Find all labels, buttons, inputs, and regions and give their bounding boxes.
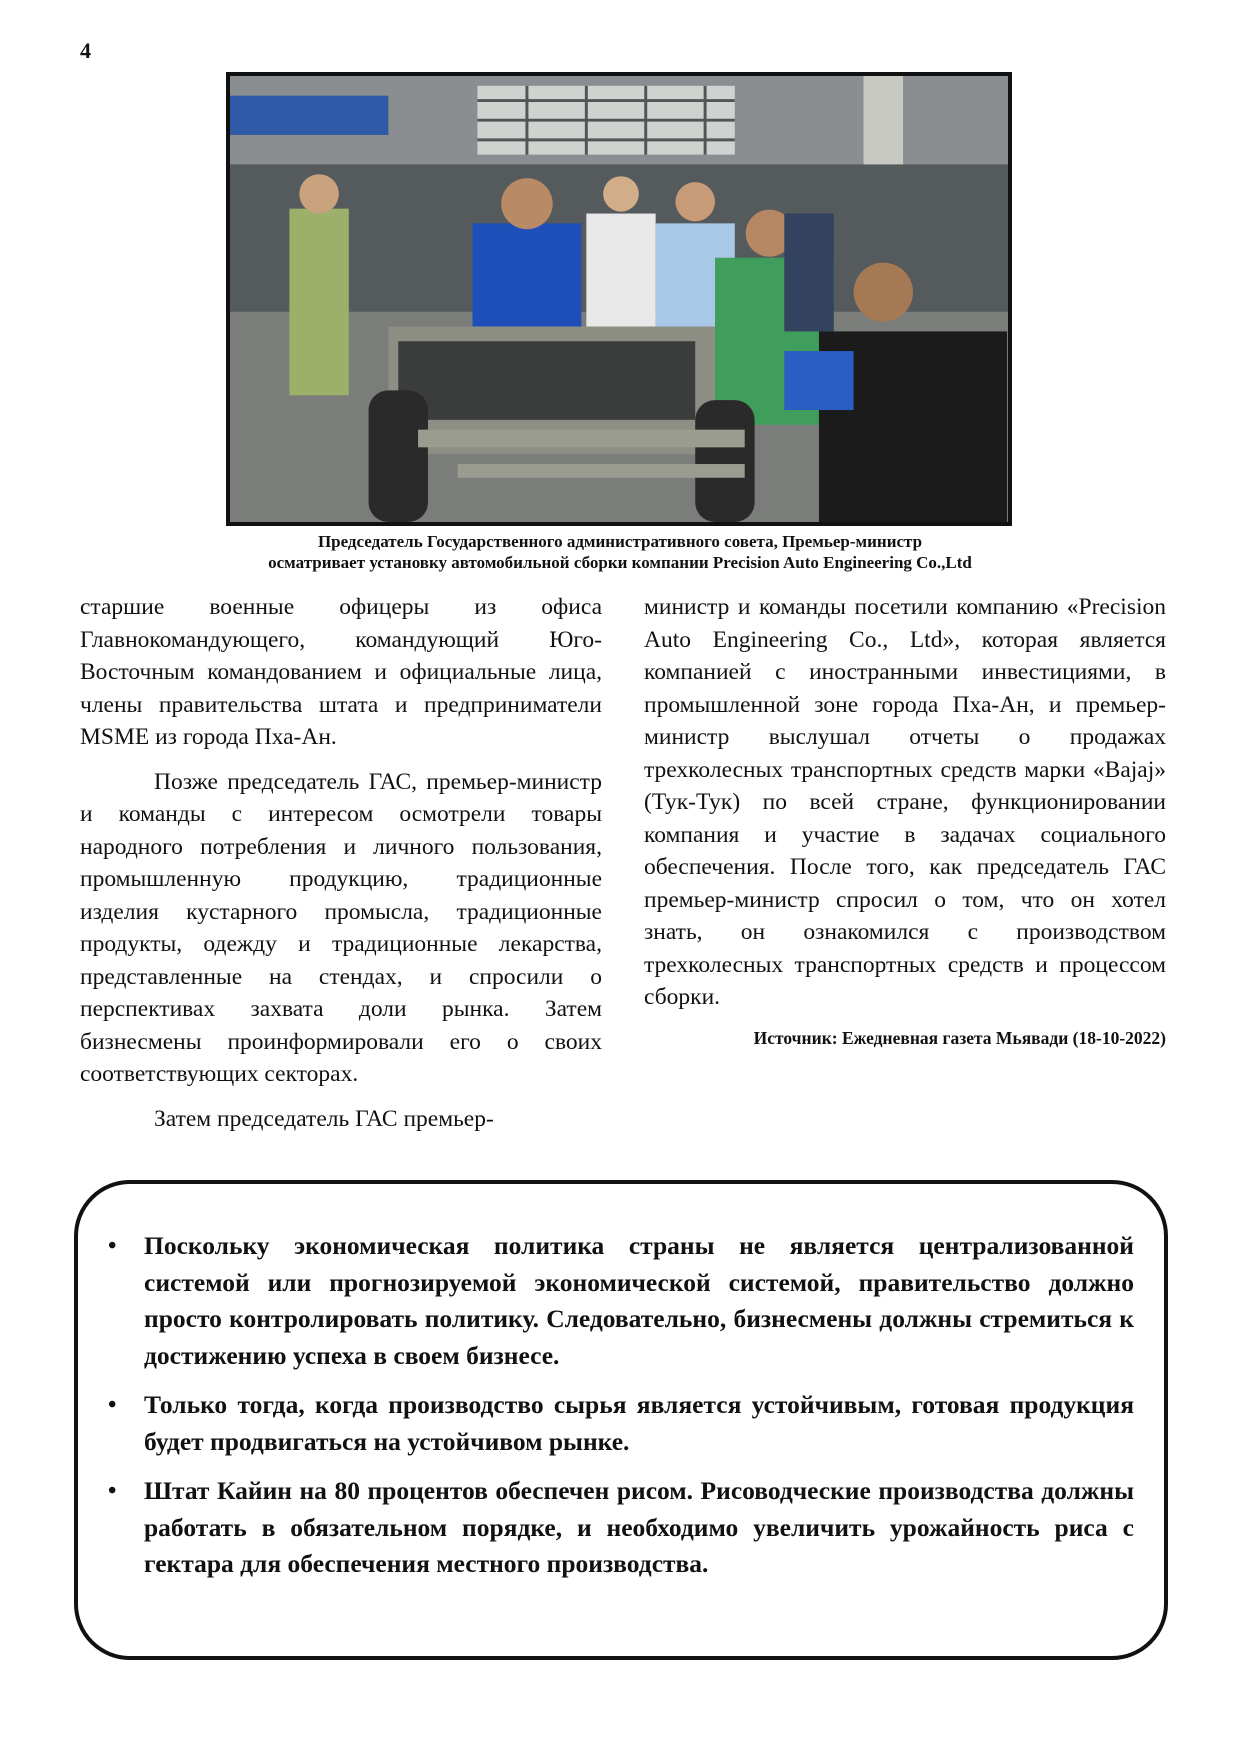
photo-caption <box>120 531 1120 573</box>
article-column-right <box>644 591 1166 1050</box>
article-paragraph: министр и команды посетили компанию «Precision Auto Engineering Co., Ltd», которая является компанией с иностранными инвестициями, в промышленной зоне города Пха-Ан, и премьер-министр выслушал отчеты о продажах трехколесных транспортных средств марки «Bajaj» (Тук-Тук) по всей стране, функционировании компания и участие в задачах социального обеспечения. После того, как председатель ГАС премьер-министр спросил о том, что он хотел знать, он ознакомился с производством трехколесных транспортных средств и процессом сборки. <box>644 594 1166 1010</box>
article-paragraph: Позже председатель ГАС, премьер-министр и команды с интересом осмотрели товары народного потребления и личного пользования, промышленную продукцию, традиционные изделия кустарного промысла, традиционные продукты, одежду и традиционные лекарства, представленные на стендах, и спросили о перспективах захвата доли рынка. Затем бизнесмены проинформировали его о своих соответствующих секторах. <box>80 768 602 1087</box>
article-paragraph: старшие военные офицеры из офиса Главнокомандующего, командующий Юго-Восточным командованием и официальные лица, члены правительства штата и предприниматели MSME из города Пха-Ан. <box>80 594 602 750</box>
notice-list-item <box>108 1228 1134 1374</box>
caption-line-2: осматривает установку автомобильной сборки компании Precision Auto Engineering Co.,Ltd <box>268 553 972 572</box>
article-paragraph: Затем председатель ГАС премьер- <box>154 1105 494 1132</box>
notice-text: Штат Кайин на 80 процентов обеспечен рисом. Рисоводческие производства должны работать в обязательном порядке, и необходимо увеличить урожайность риса с гектара для обеспечения местного производства. <box>144 1476 1134 1578</box>
notice-text: Только тогда, когда производство сырья является устойчивым, готовая продукция будет продвигаться на устойчивом рынке. <box>144 1390 1134 1456</box>
bullet-icon: • <box>108 1392 117 1418</box>
page-number: 4 <box>80 38 91 63</box>
notice-text: Поскольку экономическая политика страны не является централизованной системой или прогнозируемой экономической системой, правительство должно просто контролировать политику. Следовательно, бизнесмены должны стремиться к достижению успеха в своем бизнесе. <box>144 1231 1134 1370</box>
notice-list-item <box>108 1387 1134 1460</box>
notice-list-item <box>108 1473 1134 1583</box>
notice-box <box>74 1180 1168 1660</box>
article-source: Источник: Ежедневная газета Мьявади (18-10-2022) <box>753 1027 1166 1048</box>
photo-factory-visit-icon <box>230 76 1008 522</box>
caption-line-1: Председатель Государственного административного совета, Премьер-министр <box>317 532 923 551</box>
article-column-left <box>80 591 602 1147</box>
bullet-icon: • <box>108 1233 117 1259</box>
notice-list <box>78 1184 1164 1583</box>
bullet-icon: • <box>108 1478 117 1504</box>
factory-visit-photo <box>226 72 1012 526</box>
